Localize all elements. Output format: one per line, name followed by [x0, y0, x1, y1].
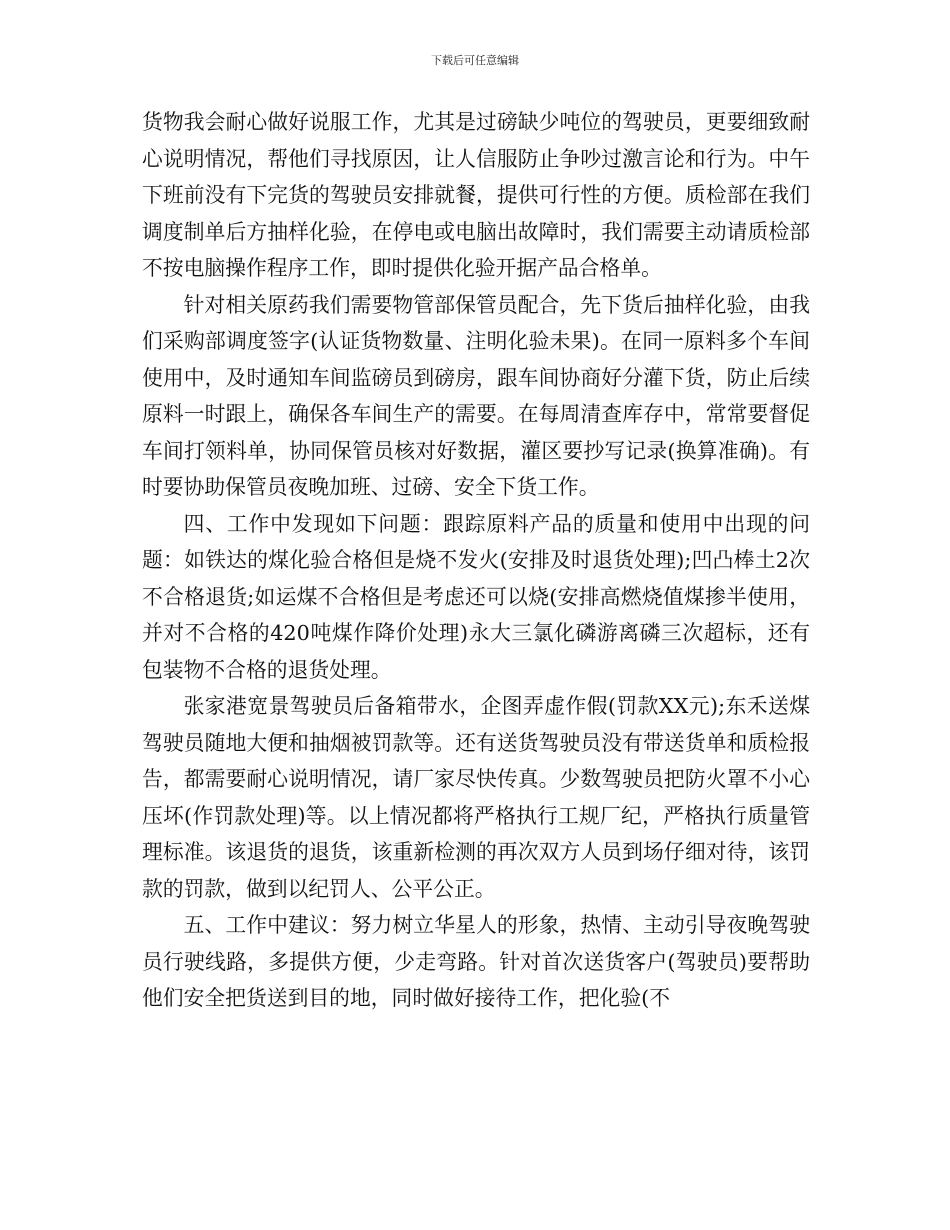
paragraph-2: 针对相关原药我们需要物管部保管员配合，先下货后抽样化验，由我们采购部调度签字(认证货物数量、注明化验未果)。在同一原料多个车间使用中，及时通知车间监磅员到磅房，跟车间协商好分灌下货，防止后续原料一时跟上，确保各车间生产的需要。在每周清查库存中，常常要督促车间打领料单，协同保管员核对好数据，灌区要抄写记录(换算准确)。有时要协助保管员夜晚加班、过磅、安全下货工作。	[142, 292, 810, 499]
document-body	[142, 104, 810, 1017]
page-header: 下载后可任意编辑	[431, 54, 519, 67]
paragraph-5: 五、工作中建议：努力树立华星人的形象，热情、主动引导夜晚驾驶员行驶线路，多提供方便，少走弯路。针对首次送货客户(驾驶员)要帮助他们安全把货送到目的地，同时做好接待工作，把化验(不	[142, 913, 810, 1010]
paragraph-4: 张家港宽景驾驶员后备箱带水，企图弄虚作假(罚款XX元);东禾送煤驾驶员随地大便和抽烟被罚款等。还有送货驾驶员没有带送货单和质检报告，都需要耐心说明情况，请厂家尽快传真。少数驾驶员把防火罩不小心压坏(作罚款处理)等。以上情况都将严格执行工规厂纪，严格执行质量管理标准。该退货的退货，该重新检测的再次双方人员到场仔细对待，该罚款的罚款，做到以纪罚人、公平公正。	[142, 694, 810, 901]
paragraph-3: 四、工作中发现如下问题：跟踪原料产品的质量和使用中出现的问题：如铁达的煤化验合格但是烧不发火(安排及时退货处理);凹凸棒土2次不合格退货;如运煤不合格但是考虑还可以烧(安排高燃烧值煤掺半使用，并对不合格的420吨煤作降价处理)永大三氯化磷游离磷三次超标，还有包装物不合格的退货处理。	[142, 511, 810, 682]
paragraph-1: 货物我会耐心做好说服工作，尤其是过磅缺少吨位的驾驶员，更要细致耐心说明情况，帮他们寻找原因，让人信服防止争吵过激言论和行为。中午下班前没有下完货的驾驶员安排就餐，提供可行性的方便。质检部在我们调度制单后方抽样化验，在停电或电脑出故障时，我们需要主动请质检部不按电脑操作程序工作，即时提供化验开据产品合格单。	[142, 110, 810, 280]
